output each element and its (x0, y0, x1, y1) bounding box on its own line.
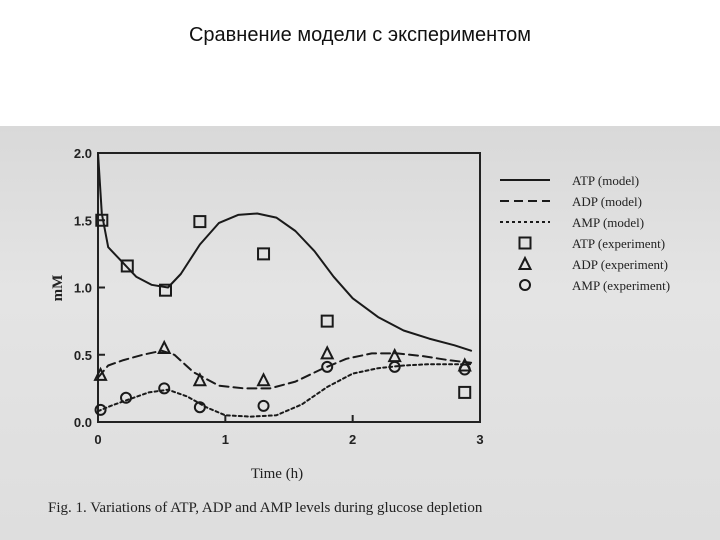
data-point-adp-experiment (194, 374, 205, 385)
data-point-atp-experiment (459, 387, 470, 398)
slide-title: Сравнение модели с экспериментом (188, 24, 532, 46)
legend (500, 173, 670, 293)
legend-label: ATP (model) (572, 173, 640, 188)
model-line-atp (98, 153, 471, 351)
data-point-adp-experiment (258, 374, 269, 385)
legend-label: AMP (experiment) (572, 278, 671, 293)
legend-marker-circle (520, 280, 530, 290)
legend-label: ADP (model) (572, 194, 642, 209)
legend-marker-square (520, 238, 531, 249)
data-point-adp-experiment (322, 347, 333, 358)
y-tick-label: 1.0 (73, 280, 92, 296)
x-tick-label: 0 (94, 432, 102, 447)
model-lines (98, 153, 471, 417)
data-point-atp-experiment (258, 248, 269, 259)
legend-label: AMP (model) (572, 215, 645, 230)
legend-label: ADP (experiment) (572, 257, 668, 272)
y-tick-label: 0.5 (73, 347, 92, 363)
data-point-atp-experiment (322, 316, 333, 327)
plot-area (98, 153, 480, 422)
data-point-adp-experiment (389, 350, 400, 361)
axis-ticks (74, 146, 484, 447)
y-tick-label: 2.0 (73, 146, 92, 161)
plot-frame (98, 153, 480, 422)
y-tick-label: 1.5 (73, 213, 92, 229)
x-tick-label: 3 (476, 432, 484, 447)
data-point-amp-experiment (159, 383, 169, 393)
legend-marker-triangle (520, 258, 531, 269)
y-tick-label: 0.0 (73, 415, 92, 430)
x-axis-label: Time (h) (250, 466, 304, 482)
x-tick-label: 1 (221, 432, 229, 447)
y-axis-label: mM (50, 274, 66, 302)
legend-label: ATP (experiment) (572, 236, 666, 251)
figure-caption: Fig. 1. Variations of ATP, ADP and AMP levels during glucose depletion (48, 500, 483, 516)
data-point-amp-experiment (259, 401, 269, 411)
data-point-atp-experiment (194, 216, 205, 227)
x-tick-label: 2 (349, 432, 357, 447)
model-line-amp (98, 364, 471, 416)
model-line-adp (98, 351, 471, 389)
